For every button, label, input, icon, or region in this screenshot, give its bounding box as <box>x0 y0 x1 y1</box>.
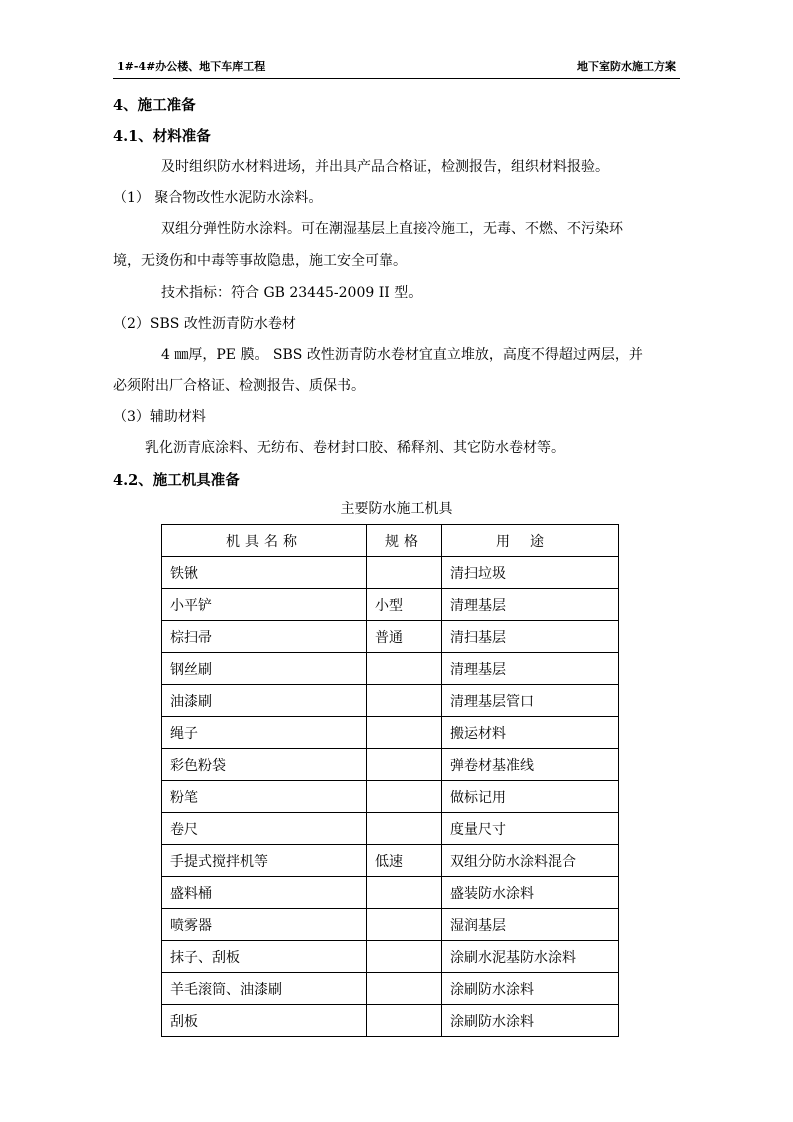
cell-tool-spec <box>367 1005 442 1037</box>
cell-tool-name: 棕扫帚 <box>162 621 367 653</box>
cell-tool-name: 刮板 <box>162 1005 367 1037</box>
cell-tool-purpose: 弹卷材基准线 <box>442 749 619 781</box>
cell-tool-purpose: 搬运材料 <box>442 717 619 749</box>
table-row <box>162 1005 619 1037</box>
item2-title: （2）SBS 改性沥青防水卷材 <box>113 316 296 332</box>
item1-spec: 技术指标：符合 GB 23445-2009 II 型。 <box>161 285 423 301</box>
table-row <box>162 621 619 653</box>
table-header-row <box>162 525 619 557</box>
cell-tool-purpose: 涂刷防水涂料 <box>442 973 619 1005</box>
item1-desc-line1: 双组分弹性防水涂料。可在潮湿基层上直接冷施工，无毒、不燃、不污染环 <box>161 221 623 237</box>
table-row <box>162 813 619 845</box>
header-document-title: 地下室防水施工方案 <box>577 60 676 73</box>
cell-tool-name: 彩色粉袋 <box>162 749 367 781</box>
cell-tool-spec <box>367 781 442 813</box>
table-row <box>162 909 619 941</box>
cell-tool-spec: 低速 <box>367 845 442 877</box>
cell-tool-purpose: 双组分防水涂料混合 <box>442 845 619 877</box>
column-header-purpose: 用途 <box>442 525 619 557</box>
cell-tool-name: 小平铲 <box>162 589 367 621</box>
item2-desc-line2: 必须附出厂合格证、检测报告、质保书。 <box>113 378 365 394</box>
cell-tool-purpose: 湿润基层 <box>442 909 619 941</box>
subsection-title-equipment: 4.2、施工机具准备 <box>113 472 240 489</box>
cell-tool-name: 抹子、刮板 <box>162 941 367 973</box>
table-row <box>162 941 619 973</box>
table-row <box>162 973 619 1005</box>
cell-tool-spec: 小型 <box>367 589 442 621</box>
column-header-name: 机具名称 <box>162 525 367 557</box>
equipment-table <box>161 524 619 1037</box>
cell-tool-purpose: 清理基层 <box>442 589 619 621</box>
cell-tool-spec: 普通 <box>367 621 442 653</box>
cell-tool-purpose: 盛装防水涂料 <box>442 877 619 909</box>
cell-tool-name: 羊毛滚筒、油漆刷 <box>162 973 367 1005</box>
table-row <box>162 749 619 781</box>
cell-tool-purpose: 清理基层管口 <box>442 685 619 717</box>
cell-tool-purpose: 做标记用 <box>442 781 619 813</box>
table-row <box>162 589 619 621</box>
cell-tool-name: 手提式搅拌机等 <box>162 845 367 877</box>
header-project-name: 1#-4#办公楼、地下车库工程 <box>117 60 266 73</box>
cell-tool-purpose: 涂刷防水涂料 <box>442 1005 619 1037</box>
page-header <box>113 56 680 79</box>
cell-tool-spec <box>367 717 442 749</box>
table-row <box>162 557 619 589</box>
item1-title: （1） 聚合物改性水泥防水涂料。 <box>113 190 323 206</box>
cell-tool-purpose: 清扫垃圾 <box>442 557 619 589</box>
cell-tool-name: 盛料桶 <box>162 877 367 909</box>
item1-desc-line2: 境，无烫伤和中毒等事故隐患，施工安全可靠。 <box>113 253 407 269</box>
table-row <box>162 781 619 813</box>
cell-tool-purpose: 涂刷水泥基防水涂料 <box>442 941 619 973</box>
cell-tool-spec <box>367 685 442 717</box>
cell-tool-name: 铁锹 <box>162 557 367 589</box>
table-row <box>162 653 619 685</box>
cell-tool-spec <box>367 813 442 845</box>
cell-tool-spec <box>367 941 442 973</box>
subsection-title-materials: 4.1、材料准备 <box>113 128 211 145</box>
item2-desc-line1: 4 ㎜厚，PE 膜。 SBS 改性沥青防水卷材宜直立堆放，高度不得超过两层，并 <box>161 347 643 363</box>
table-row <box>162 685 619 717</box>
cell-tool-spec <box>367 749 442 781</box>
item3-desc: 乳化沥青底涂料、无纺布、卷材封口胶、稀释剂、其它防水卷材等。 <box>145 440 565 456</box>
table-row <box>162 845 619 877</box>
cell-tool-name: 油漆刷 <box>162 685 367 717</box>
table-row <box>162 877 619 909</box>
cell-tool-name: 喷雾器 <box>162 909 367 941</box>
column-header-spec: 规格 <box>367 525 442 557</box>
cell-tool-purpose: 清理基层 <box>442 653 619 685</box>
item3-title: （3）辅助材料 <box>113 409 206 425</box>
cell-tool-purpose: 清扫基层 <box>442 621 619 653</box>
cell-tool-spec <box>367 653 442 685</box>
cell-tool-spec <box>367 877 442 909</box>
cell-tool-name: 绳子 <box>162 717 367 749</box>
cell-tool-name: 钢丝刷 <box>162 653 367 685</box>
section-title: 4、施工准备 <box>113 97 196 114</box>
cell-tool-purpose: 度量尺寸 <box>442 813 619 845</box>
cell-tool-name: 卷尺 <box>162 813 367 845</box>
table-row <box>162 717 619 749</box>
cell-tool-spec <box>367 973 442 1005</box>
materials-intro: 及时组织防水材料进场，并出具产品合格证，检测报告，组织材料报验。 <box>161 159 609 175</box>
cell-tool-spec <box>367 557 442 589</box>
cell-tool-spec <box>367 909 442 941</box>
cell-tool-name: 粉笔 <box>162 781 367 813</box>
table-caption: 主要防水施工机具 <box>340 501 453 517</box>
